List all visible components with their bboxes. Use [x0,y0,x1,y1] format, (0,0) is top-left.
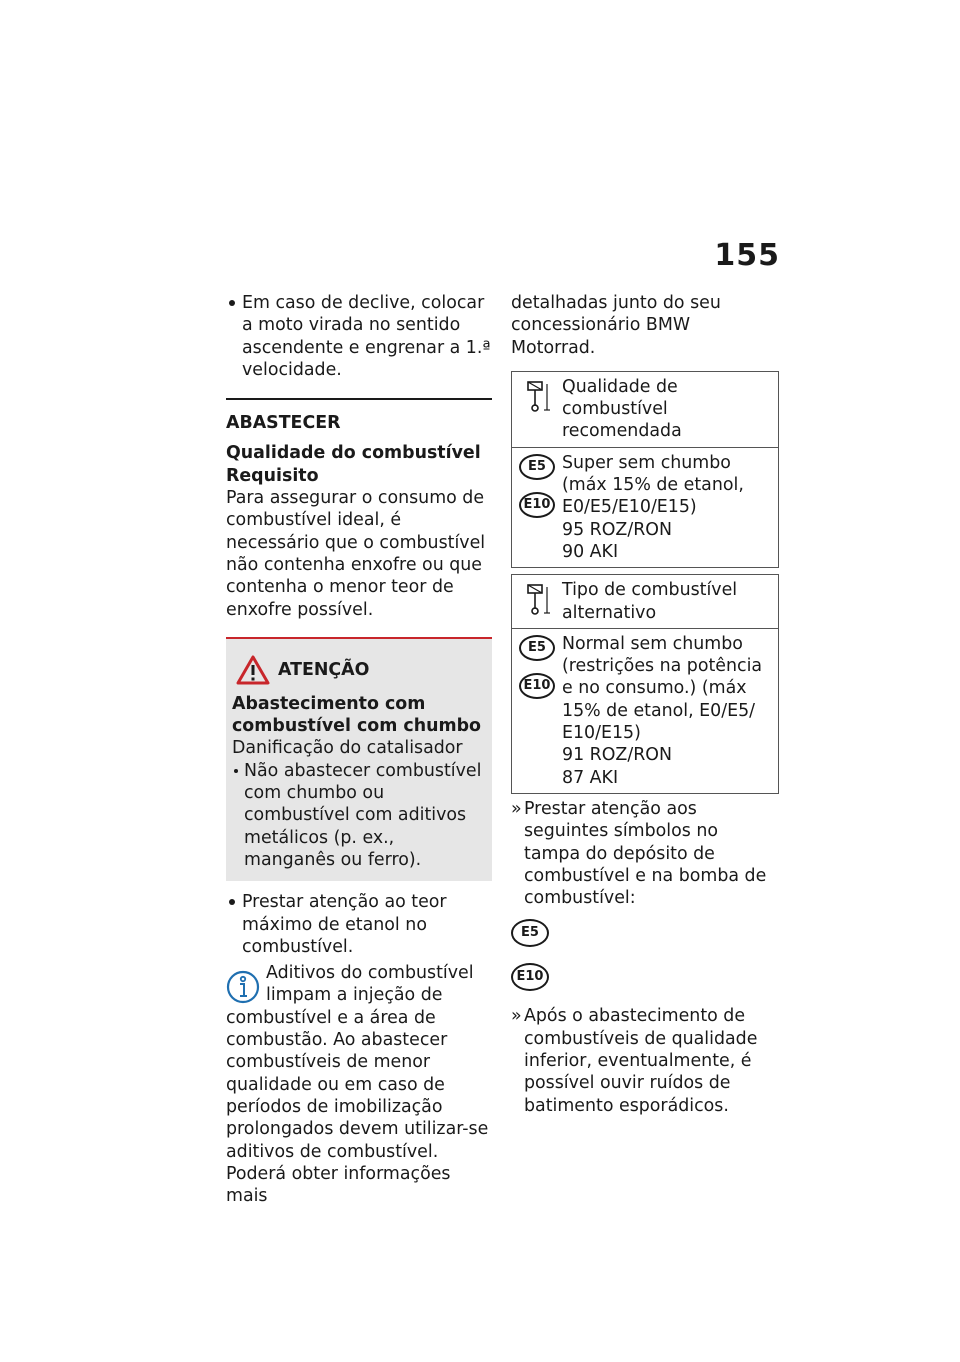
subhead-fuel-quality: Qualidade do combustível [226,443,481,464]
e10-badge-icon: E10 [519,673,555,699]
e5-badge-icon: E5 [519,454,555,480]
table-row [512,628,778,793]
step-symbols [511,798,779,909]
step-low-quality [511,1005,779,1116]
fuel-pump-icon [523,378,551,414]
table-header: Qualidade de combustível recomendada [562,376,682,442]
alternative-fuel-table [511,574,779,794]
warning-heading: Abastecimento com combustível com chumbo [232,693,481,737]
table-line: E10/E15) [562,723,641,744]
recommended-fuel-table [511,371,779,568]
info-icon [226,966,260,1006]
left-column [226,292,492,1207]
warning-box [226,637,492,881]
table-line: 90 AKI [562,541,619,562]
warning-consequence: Danificação do catalisador [232,738,463,759]
e10-badge-icon: E10 [511,963,549,991]
bullet-ethanol: Prestar atenção ao teor máximo de etanol no combustível. [226,891,492,958]
subhead-requirement: Requisito [226,465,319,486]
section-rule [226,398,492,400]
table-line: 15% de etanol, E0/E5/ [562,700,755,721]
table-row [512,575,778,628]
e10-badge-icon: E10 [519,492,555,518]
right-column [511,292,779,1117]
warning-header [236,655,486,685]
warning-item: Não abastecer combustível com chumbo ou combustível com aditivos metálicos (p. ex., manganês ou ferro). [232,760,486,871]
table-line: E0/E5/E10/E15) [562,497,697,518]
continuation-text: detalhadas junto do seu concessionário BMW Motorrad. [511,293,721,358]
fuel-pump-icon [523,581,551,617]
step-text: Prestar atenção aos seguintes símbolos no tampa do depósito de combustível e na bomba de combustível: [524,798,767,909]
warning-title: ATENÇÃO [278,659,370,680]
table-header: Tipo de combustível alternativo [562,580,738,623]
section-title: ABASTECER [226,413,341,434]
arrow-mark: » [511,1006,522,1027]
table-line: (restrições na potência [562,656,763,677]
table-line: 87 AKI [562,767,619,788]
e5-badge-icon: E5 [519,635,555,661]
step-text: Após o abastecimento de combustíveis de qualidade inferior, eventualmente, é possível ouvir ruídos de batimento esporádicos. [524,1006,758,1116]
table-line: e no consumo.) (máx [562,678,747,699]
table-line: Super sem chumbo [562,452,731,473]
table-row [512,447,778,567]
bullet-decline: Em caso de declive, colocar a moto virada no sentido ascendente e engrenar a 1.ª velocidade. [226,292,492,381]
e5-badge-icon: E5 [511,919,549,947]
table-row [512,372,778,447]
page-number: 155 [714,238,780,273]
table-line: (máx 15% de etanol, [562,475,744,496]
arrow-mark: » [511,798,522,819]
requirement-paragraph: Para assegurar o consumo de combustível ideal, é necessário que o combustível não contenha enxofre ou que contenha o menor teor de enxofre possível. [226,488,486,620]
table-line: Normal sem chumbo [562,633,743,654]
info-note [226,962,492,1207]
table-line: 91 ROZ/RON [562,745,672,766]
info-text: Aditivos do combustível limpam a injeção de combustível e a área de combustão. Ao abastecer combustíveis de menor qualidade ou em caso de períodos de imobilização prolongados devem utilizar-se aditivos de combustível. Poderá obter informações mais [226,963,489,1207]
table-line: 95 ROZ/RON [562,519,672,540]
warning-triangle-icon [236,655,270,685]
